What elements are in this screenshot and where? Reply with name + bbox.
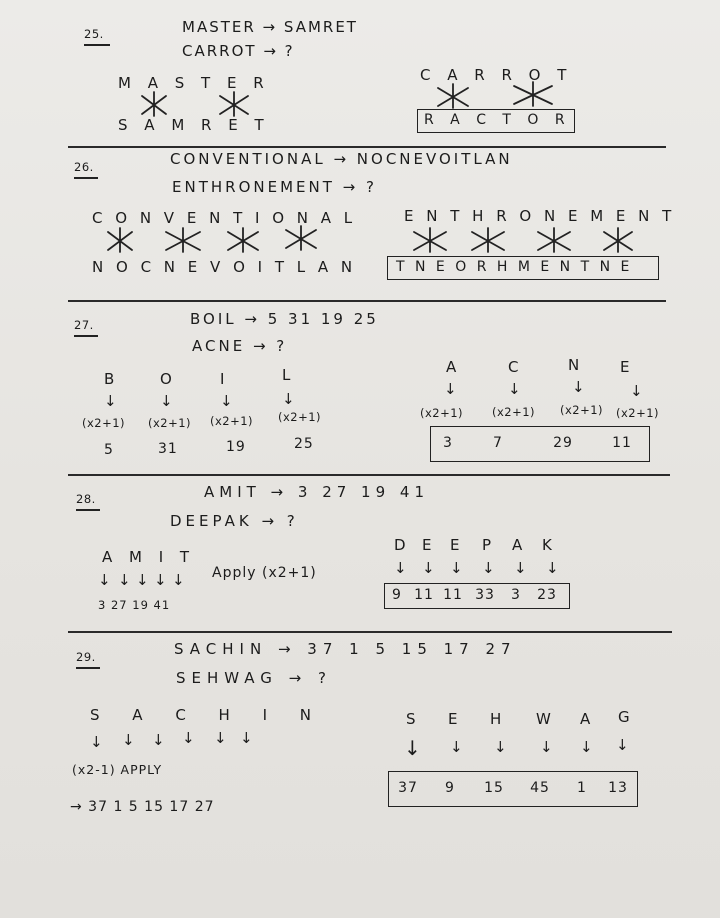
q29-apply-note: (x2-1) APPLY: [72, 762, 163, 777]
question-number-26: 26.: [74, 160, 94, 174]
q27-right-op: (x2+1): [616, 406, 660, 420]
down-arrow-icon: ↓: [154, 571, 167, 589]
section-divider: [68, 146, 666, 148]
q27-left-op: (x2+1): [210, 414, 254, 428]
q29-left-word: S A C H I N: [90, 706, 326, 724]
q27-answer-row: [430, 426, 648, 460]
q26-left-word: C O N V E N T I O N A L: [92, 209, 357, 227]
q28-answer-value: 33: [475, 587, 495, 603]
down-arrow-icon: ↓: [546, 559, 559, 577]
down-arrow-icon: ↓: [422, 559, 435, 577]
q29-right-letter: E: [448, 710, 460, 728]
q28-right-letter: E: [450, 536, 462, 554]
down-arrow-icon: ↓: [404, 736, 421, 760]
q26-rule: CONVENTIONAL → NOCNEVOITLAN: [170, 150, 513, 168]
q27-right-op: (x2+1): [492, 405, 536, 419]
q27-right-letter: C: [508, 358, 521, 376]
q29-right-letter: G: [618, 708, 632, 726]
q27-left-letter: I: [220, 370, 227, 388]
q28-right-letter: E: [422, 536, 434, 554]
q28-right-letter: D: [394, 536, 408, 554]
q25-swap-cross-4: [512, 84, 556, 108]
q28-answer-value: 11: [414, 587, 434, 603]
q28-left-result: 3 27 19 41: [98, 598, 171, 612]
q29-right-letter: W: [536, 710, 553, 728]
q26-swap-cross-2: [164, 230, 204, 254]
q28-rule: AMIT → 3 27 19 41: [204, 483, 430, 501]
down-arrow-icon: ↓: [482, 559, 495, 577]
down-arrow-icon: ↓: [450, 559, 463, 577]
section-divider: [68, 631, 672, 633]
q26-question: ENTHRONEMENT → ?: [172, 178, 377, 196]
q27-left-letter: O: [160, 370, 174, 388]
down-arrow-icon: ↓: [630, 382, 643, 400]
q26-swap-cross-7: [536, 230, 574, 254]
q27-left-op: (x2+1): [278, 410, 322, 424]
down-arrow-icon: ↓: [136, 571, 149, 589]
q26-answer: T N E O R H M E N T N E: [396, 259, 633, 275]
q27-question: ACNE → ?: [192, 337, 288, 355]
question-number-underline: [76, 509, 100, 511]
down-arrow-icon: ↓: [172, 571, 185, 589]
q29-rule: SACHIN → 37 1 5 15 17 27: [174, 640, 517, 658]
q25-swap-cross-1: [140, 94, 170, 118]
q27-left-result: 31: [158, 441, 178, 457]
q28-question: DEEPAK → ?: [170, 512, 299, 530]
down-arrow-icon: ↓: [214, 729, 227, 747]
question-number-28: 28.: [76, 492, 96, 506]
q29-answer-row: [388, 771, 636, 805]
q29-right-letter: H: [490, 710, 504, 728]
q29-answer-value: 45: [530, 780, 550, 796]
q27-answer-value: 7: [493, 435, 503, 451]
q29-answer-value: 15: [484, 780, 504, 796]
down-arrow-icon: ↓: [494, 738, 507, 756]
q29-right-letter: A: [580, 710, 593, 728]
down-arrow-icon: ↓: [98, 571, 111, 589]
q27-left-letter: B: [104, 370, 117, 388]
q27-left-result: 5: [104, 442, 114, 458]
down-arrow-icon: ↓: [616, 736, 629, 754]
q27-answer-value: 11: [612, 435, 632, 451]
question-number-25: 25.: [84, 27, 104, 41]
q27-right-letter: E: [620, 358, 632, 376]
q25-swap-cross-3: [436, 86, 472, 110]
q28-answer-value: 23: [537, 587, 557, 603]
down-arrow-icon: ↓: [572, 378, 585, 396]
q27-right-letter: N: [568, 356, 582, 374]
q29-left-result: → 37 1 5 15 17 27: [70, 799, 215, 815]
q25-left-word: M A S T E R: [118, 74, 270, 92]
q28-right-letter: A: [512, 536, 525, 554]
question-number-underline: [84, 44, 110, 46]
q27-answer-value: 29: [553, 435, 573, 451]
q27-left-op: (x2+1): [148, 416, 192, 430]
q28-apply-note: Apply (x2+1): [212, 565, 317, 581]
down-arrow-icon: ↓: [444, 380, 457, 398]
down-arrow-icon: ↓: [122, 731, 135, 749]
down-arrow-icon: ↓: [508, 380, 521, 398]
q26-swap-cross-8: [602, 230, 636, 254]
q26-swap-cross-6: [470, 230, 508, 254]
q25-rule: MASTER → SAMRET: [182, 18, 358, 36]
question-number-underline: [76, 667, 100, 669]
section-divider: [68, 474, 670, 476]
down-arrow-icon: ↓: [540, 738, 553, 756]
down-arrow-icon: ↓: [152, 731, 165, 749]
down-arrow-icon: ↓: [580, 738, 593, 756]
q29-answer-value: 37: [398, 780, 418, 796]
q27-left-result: 19: [226, 439, 246, 455]
q27-rule: BOIL → 5 31 19 25: [190, 310, 379, 328]
down-arrow-icon: ↓: [282, 390, 295, 408]
q25-question: CARROT → ?: [182, 42, 295, 60]
down-arrow-icon: ↓: [160, 392, 173, 410]
down-arrow-icon: ↓: [450, 738, 463, 756]
q28-right-letter: K: [542, 536, 554, 554]
q28-answer-row: [384, 583, 568, 607]
down-arrow-icon: ↓: [90, 733, 103, 751]
q26-right-word: E N T H R O N E M E N T: [404, 207, 676, 225]
question-number-underline: [74, 335, 98, 337]
q25-swap-cross-2: [218, 94, 252, 118]
q26-swap-cross-4: [284, 228, 320, 252]
q28-answer-value: 9: [392, 587, 402, 603]
q28-answer-value: 11: [443, 587, 463, 603]
question-number-29: 29.: [76, 650, 96, 664]
section-divider: [68, 300, 666, 302]
q27-left-letter: L: [282, 366, 293, 384]
q26-swap-cross-1: [106, 230, 136, 254]
down-arrow-icon: ↓: [220, 392, 233, 410]
q28-left-word: A M I T: [102, 548, 196, 566]
down-arrow-icon: ↓: [514, 559, 527, 577]
question-number-underline: [74, 177, 98, 179]
down-arrow-icon: ↓: [394, 559, 407, 577]
q27-left-op: (x2+1): [82, 416, 126, 430]
q29-right-letter: S: [406, 710, 418, 728]
q27-answer-value: 3: [443, 435, 453, 451]
q29-answer-value: 13: [608, 780, 628, 796]
q27-right-letter: A: [446, 358, 459, 376]
q29-answer-value: 9: [445, 780, 455, 796]
q25-left-result: S A M R E T: [118, 116, 270, 134]
q28-answer-value: 3: [511, 587, 521, 603]
q27-left-result: 25: [294, 436, 314, 452]
q25-right-word: C A R R O T: [420, 66, 573, 84]
q26-left-result: N O C N E V O I T L A N: [92, 258, 357, 276]
down-arrow-icon: ↓: [104, 392, 117, 410]
q27-right-op: (x2+1): [420, 406, 464, 420]
q28-right-letter: P: [482, 536, 494, 554]
q27-right-op: (x2+1): [560, 403, 604, 417]
down-arrow-icon: ↓: [240, 729, 253, 747]
down-arrow-icon: ↓: [182, 729, 195, 747]
q26-swap-cross-3: [226, 230, 262, 254]
q25-answer: R A C T O R: [424, 112, 571, 128]
q26-swap-cross-5: [412, 230, 450, 254]
q29-question: SEHWAG → ?: [176, 669, 332, 687]
down-arrow-icon: ↓: [118, 571, 131, 589]
question-number-27: 27.: [74, 318, 94, 332]
q29-answer-value: 1: [577, 780, 587, 796]
